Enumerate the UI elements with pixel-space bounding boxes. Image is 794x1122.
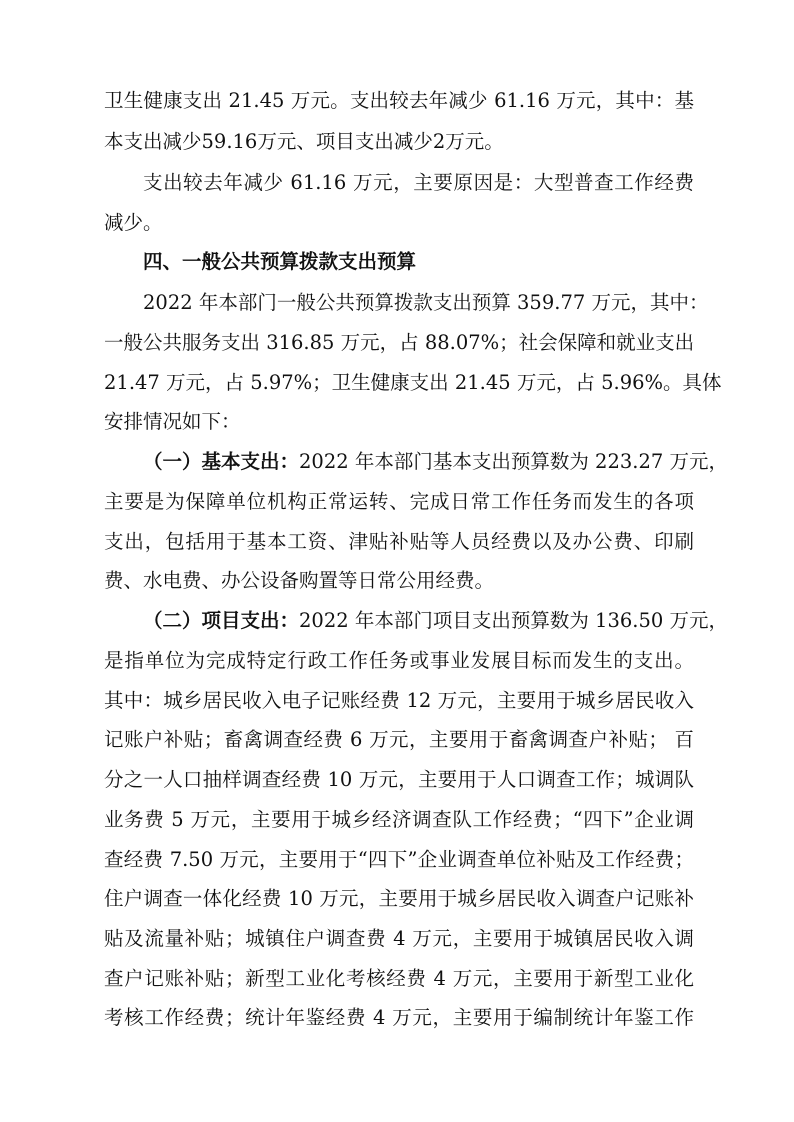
text-line: 查户记账补贴；新型工业化考核经费 4 万元，主要用于新型工业化 — [104, 967, 694, 990]
text-line: 费、水电费、办公设备购置等日常公用经费。 — [104, 569, 495, 592]
text-line: 其中：城乡居民收入电子记账经费 12 万元，主要用于城乡居民收入 — [104, 689, 694, 712]
subsection-text: 2022 年本部门项目支出预算数为 136.50 万元， — [299, 609, 728, 632]
subsection-line — [143, 608, 728, 634]
subsection-text: 2022 年本部门基本支出预算数为 223.27 万元， — [299, 450, 728, 473]
text-line: 记账户补贴；畜禽调查经费 6 万元，主要用于畜禽调查户补贴； 百 — [104, 728, 694, 751]
text-line: 支出较去年减少 61.16 万元，主要原因是：大型普查工作经费 — [143, 171, 694, 194]
text-line: 业务费 5 万元，主要用于城乡经济调查队工作经费；“四下”企业调 — [104, 808, 694, 831]
text-line: 本支出减少59.16万元、项目支出减少2万元。 — [104, 130, 504, 153]
text-line: 安排情况如下： — [104, 410, 241, 433]
text-line: 分之一人口抽样调查经费 10 万元，主要用于人口调查工作；城调队 — [104, 768, 694, 791]
text-line: 考核工作经费；统计年鉴经费 4 万元，主要用于编制统计年鉴工作 — [104, 1006, 694, 1029]
subsection-label: （一）基本支出： — [143, 450, 300, 473]
text-line: 支出，包括用于基本工资、津贴补贴等人员经费以及办公费、印刷 — [104, 530, 694, 553]
subsection-label: （二）项目支出： — [143, 609, 300, 632]
text-line: 住户调查一体化经费 10 万元，主要用于城乡居民收入调查户记账补 — [104, 887, 694, 910]
subsection-line — [143, 449, 728, 475]
section-heading: 四、一般公共预算拨款支出预算 — [143, 250, 417, 273]
text-line: 卫生健康支出 21.45 万元。支出较去年减少 61.16 万元，其中：基 — [104, 89, 694, 112]
text-line: 21.47 万元，占 5.97%；卫生健康支出 21.45 万元，占 5.96%。具体 — [104, 371, 722, 394]
text-line: 减少。 — [104, 211, 163, 234]
text-line: 查经费 7.50 万元，主要用于“四下”企业调查单位补贴及工作经费； — [104, 848, 694, 871]
text-line: 2022 年本部门一般公共预算拨款支出预算 359.77 万元，其中： — [143, 291, 709, 314]
text-line: 是指单位为完成特定行政工作任务或事业发展目标而发生的支出。 — [104, 649, 694, 672]
text-line: 主要是为保障单位机构正常运转、完成日常工作任务而发生的各项 — [104, 490, 694, 513]
text-line: 一般公共服务支出 316.85 万元，占 88.07%；社会保障和就业支出 — [104, 331, 695, 354]
text-line: 贴及流量补贴；城镇住户调查费 4 万元，主要用于城镇居民收入调 — [104, 927, 694, 950]
